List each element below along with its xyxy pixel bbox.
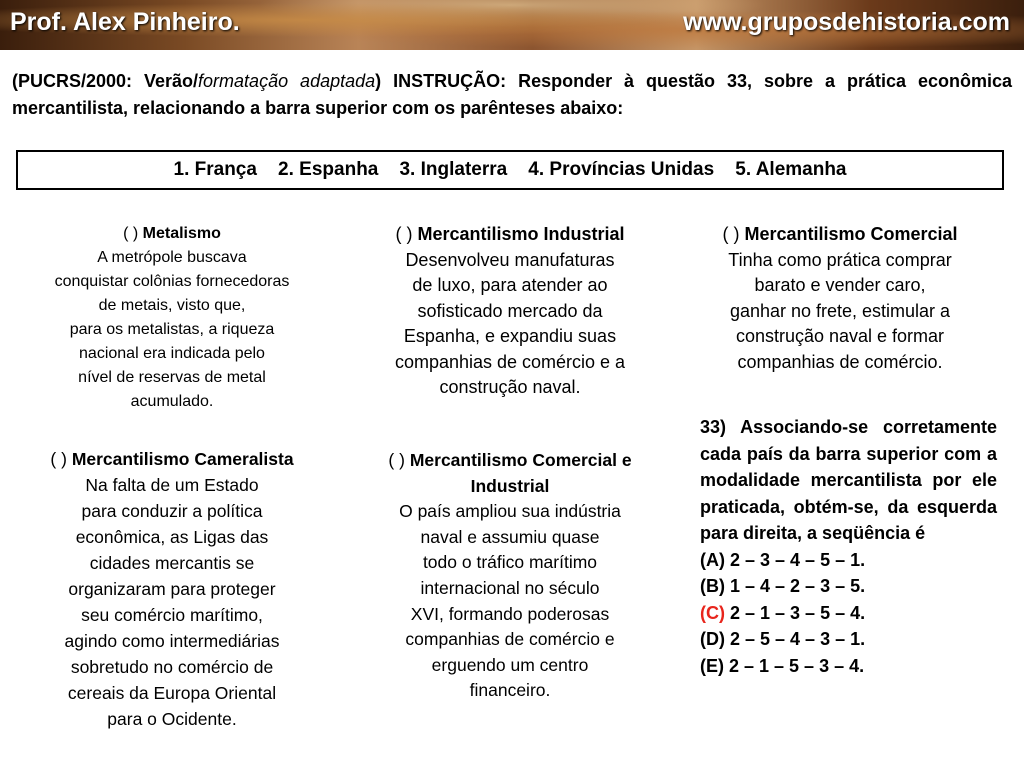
card-line: para conduzir a política	[81, 501, 263, 521]
card-line: para o Ocidente.	[107, 709, 237, 729]
header-banner	[0, 0, 1024, 50]
card-title: Mercantilismo Comercial e	[409, 450, 632, 470]
card-line: Desenvolveu manufaturas	[405, 249, 615, 270]
card-line: sobretudo no comércio de	[70, 657, 274, 677]
card-line: XVI, formando poderosas	[410, 603, 610, 624]
question-33	[700, 414, 997, 679]
card-line: nacional era indicada pelo	[79, 345, 265, 362]
card-line: Tinha como prática comprar	[728, 249, 952, 270]
author-name: Prof. Alex Pinheiro.	[10, 8, 240, 36]
answer-parenthesis[interactable]: ( )	[722, 224, 740, 244]
card-line: todo o tráfico marítimo	[422, 552, 598, 573]
card-line: financeiro.	[469, 680, 551, 701]
option-text: 1 – 4 – 2 – 3 – 5.	[725, 576, 866, 596]
website-link[interactable]: www.gruposdehistoria.com	[683, 8, 1010, 36]
card-line: A metrópole buscava	[97, 249, 247, 266]
answer-parenthesis[interactable]: ( )	[123, 225, 139, 242]
card-line: barato e vender caro,	[754, 275, 926, 295]
card-metalismo	[22, 222, 322, 414]
card-line: internacional no século	[420, 577, 600, 598]
answer-parenthesis[interactable]: ( )	[388, 450, 405, 470]
option-letter: (E)	[700, 655, 724, 676]
card-line: econômica, as Ligas das	[75, 527, 269, 547]
card-line: naval e assumiu quase	[420, 526, 600, 547]
card-line: Espanha, e expandiu suas	[403, 326, 617, 346]
source-start: (PUCRS/2000: Verão/	[12, 71, 199, 91]
source-italic: formatação adaptada	[198, 71, 376, 91]
card-line: de metais, visto que,	[98, 297, 246, 314]
option-letter: (C)	[700, 602, 725, 623]
card-line: companhias de comércio e	[405, 629, 615, 650]
option-letter: (D)	[700, 629, 725, 649]
card-mercantilismo-cameralista	[22, 446, 322, 732]
card-line: companhias de comércio e a	[394, 351, 626, 372]
card-line: agindo como intermediárias	[64, 631, 280, 651]
card-title: Mercantilismo Cameralista	[71, 449, 294, 469]
card-title: Mercantilismo Comercial	[744, 224, 958, 244]
countries-bar: 1. França 2. Espanha 3. Inglaterra 4. Províncias Unidas 5. Alemanha	[16, 150, 1004, 190]
source-end: )	[375, 71, 382, 91]
card-line: construção naval.	[439, 377, 581, 397]
card-line: erguendo um centro	[431, 654, 589, 675]
question-instruction	[12, 68, 1012, 122]
card-title: Metalismo	[142, 225, 221, 242]
option-text: 2 – 1 – 3 – 5 – 4.	[725, 602, 866, 623]
option-c-correct[interactable]	[700, 600, 997, 627]
card-line: seu comércio marítimo,	[81, 605, 263, 625]
card-line: organizaram para proteger	[68, 579, 276, 599]
card-line: nível de reservas de metal	[78, 369, 266, 386]
card-mercantilismo-comercial-industrial	[355, 448, 665, 704]
card-line: conquistar colônias fornecedoras	[54, 273, 290, 290]
card-line: sofisticado mercado da	[417, 300, 603, 321]
card-line: cereais da Europa Oriental	[67, 683, 277, 703]
card-line: Na falta de um Estado	[85, 475, 259, 495]
card-mercantilismo-comercial	[690, 222, 990, 375]
option-a[interactable]	[700, 547, 997, 574]
card-line: companhias de comércio.	[737, 351, 943, 372]
card-title-continued: Industrial	[470, 475, 550, 496]
option-text: 2 – 1 – 5 – 3 – 4.	[724, 655, 865, 676]
instruction-text: INSTRUÇÃO: Responder à questão 33, sobre a prática econômica mercantilista, relacionando a barra superior com os parênteses abaixo:	[12, 71, 1012, 118]
card-line: construção naval e formar	[735, 326, 945, 346]
option-letter: (B)	[700, 576, 725, 596]
card-line: acumulado.	[130, 393, 214, 410]
answer-parenthesis[interactable]: ( )	[395, 224, 413, 244]
answer-parenthesis[interactable]: ( )	[50, 449, 67, 469]
option-letter: (A)	[700, 549, 725, 570]
card-line: O país ampliou sua indústria	[399, 501, 621, 522]
option-text: 2 – 3 – 4 – 5 – 1.	[725, 549, 866, 570]
card-line: ganhar no frete, estimular a	[729, 300, 951, 321]
card-mercantilismo-industrial	[360, 222, 660, 401]
option-b[interactable]	[700, 573, 997, 600]
card-line: de luxo, para atender ao	[412, 275, 608, 295]
card-title: Mercantilismo Industrial	[417, 224, 625, 244]
card-line: cidades mercantis se	[89, 553, 255, 573]
option-d[interactable]	[700, 626, 997, 653]
option-e[interactable]	[700, 653, 997, 680]
card-line: para os metalistas, a riqueza	[69, 321, 275, 338]
question-stem: 33) Associando-se corretamente cada país da barra superior com a modalidade mercantilista por ele praticada, obtém-se, da esquerda para direita, a seqüência é	[700, 417, 997, 543]
option-text: 2 – 5 – 4 – 3 – 1.	[725, 629, 866, 649]
